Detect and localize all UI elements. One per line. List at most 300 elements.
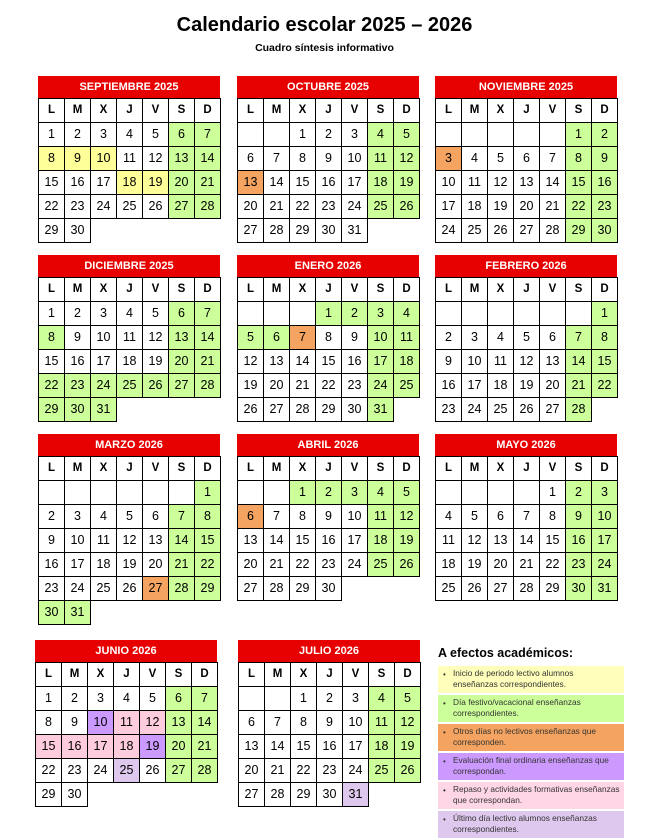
day-cell: 6 xyxy=(513,146,540,171)
weekday-header: L xyxy=(237,98,264,123)
day-cell: 13 xyxy=(238,734,265,759)
month-header: DICIEMBRE 2025 xyxy=(38,255,220,277)
day-cell: 9 xyxy=(61,710,88,735)
day-cell: 6 xyxy=(168,122,195,147)
day-cell: 18 xyxy=(393,349,420,374)
day-cell: 21 xyxy=(264,758,291,783)
weekday-header: L xyxy=(38,98,65,123)
day-cell: 17 xyxy=(591,528,618,553)
weekday-header: M xyxy=(263,277,290,302)
day-cell: 26 xyxy=(394,758,421,783)
day-cell: 16 xyxy=(565,528,592,553)
bullet-icon: • xyxy=(443,786,446,795)
day-cell: 1 xyxy=(194,480,221,505)
weekday-header: S xyxy=(367,277,394,302)
day-cell: 20 xyxy=(237,194,264,219)
day-cell: 3 xyxy=(87,686,114,711)
day-cell: 21 xyxy=(263,552,290,577)
day-cell: 1 xyxy=(565,122,592,147)
day-cell: 14 xyxy=(289,349,316,374)
day-cell: 25 xyxy=(487,397,514,422)
day-cell: 31 xyxy=(342,782,369,807)
day-cell: 21 xyxy=(539,194,566,219)
weekday-header: M xyxy=(263,456,290,481)
day-cell: 24 xyxy=(367,373,394,398)
day-cell: 12 xyxy=(237,349,264,374)
day-cell: 19 xyxy=(116,552,143,577)
day-cell: 18 xyxy=(90,552,117,577)
day-cell: 3 xyxy=(90,301,117,326)
day-cell: 1 xyxy=(289,480,316,505)
day-cell: 2 xyxy=(64,122,91,147)
day-cell: 12 xyxy=(393,504,420,529)
day-cell: 23 xyxy=(315,194,342,219)
day-cell: 8 xyxy=(194,504,221,529)
weekday-header: L xyxy=(237,277,264,302)
empty-cell xyxy=(487,480,514,505)
day-cell: 12 xyxy=(487,170,514,195)
day-cell: 17 xyxy=(90,349,117,374)
day-cell: 13 xyxy=(487,528,514,553)
day-cell: 28 xyxy=(289,397,316,422)
day-cell: 4 xyxy=(113,686,140,711)
day-cell: 3 xyxy=(435,146,462,171)
day-cell: 17 xyxy=(342,734,369,759)
day-cell: 8 xyxy=(565,146,592,171)
weekday-header: L xyxy=(35,662,62,687)
day-cell: 20 xyxy=(168,170,195,195)
weekday-header: D xyxy=(393,456,420,481)
empty-cell xyxy=(435,480,462,505)
day-cell: 22 xyxy=(194,552,221,577)
day-cell: 7 xyxy=(263,504,290,529)
day-cell: 4 xyxy=(368,686,395,711)
weekday-header: J xyxy=(315,277,342,302)
day-cell: 29 xyxy=(290,782,317,807)
day-cell: 3 xyxy=(341,480,368,505)
day-cell: 22 xyxy=(38,373,65,398)
day-cell: 16 xyxy=(341,349,368,374)
day-cell: 9 xyxy=(315,146,342,171)
day-cell: 20 xyxy=(487,552,514,577)
legend-item xyxy=(438,782,624,809)
day-cell: 7 xyxy=(194,301,221,326)
day-cell: 19 xyxy=(513,373,540,398)
day-cell: 19 xyxy=(139,734,166,759)
empty-cell xyxy=(90,480,117,505)
day-cell: 4 xyxy=(90,504,117,529)
day-cell: 24 xyxy=(342,758,369,783)
legend-item-text: Otros días no lectivos enseñanzas que corresponden. xyxy=(453,726,596,747)
day-cell: 10 xyxy=(461,349,488,374)
day-cell: 22 xyxy=(315,373,342,398)
empty-cell xyxy=(263,122,290,147)
day-cell: 14 xyxy=(191,710,218,735)
day-cell: 2 xyxy=(38,504,65,529)
day-cell: 12 xyxy=(393,146,420,171)
day-cell: 31 xyxy=(367,397,394,422)
day-cell: 30 xyxy=(565,576,592,601)
day-cell: 28 xyxy=(513,576,540,601)
day-cell: 13 xyxy=(168,325,195,350)
day-cell: 14 xyxy=(168,528,195,553)
legend-item xyxy=(438,811,624,838)
day-cell: 5 xyxy=(393,122,420,147)
day-cell: 30 xyxy=(38,600,65,625)
weekday-header: D xyxy=(194,456,221,481)
day-cell: 24 xyxy=(87,758,114,783)
day-cell: 2 xyxy=(435,325,462,350)
day-cell: 28 xyxy=(168,576,195,601)
weekday-header: D xyxy=(591,98,618,123)
day-cell: 18 xyxy=(435,552,462,577)
day-cell: 3 xyxy=(64,504,91,529)
day-cell: 9 xyxy=(591,146,618,171)
day-cell: 21 xyxy=(191,734,218,759)
day-cell: 30 xyxy=(64,397,91,422)
day-cell: 27 xyxy=(168,373,195,398)
day-cell: 24 xyxy=(341,552,368,577)
day-cell: 26 xyxy=(139,758,166,783)
day-cell: 4 xyxy=(116,301,143,326)
day-cell: 16 xyxy=(61,734,88,759)
weekday-header: J xyxy=(116,277,143,302)
day-cell: 28 xyxy=(194,194,221,219)
weekday-header: J xyxy=(316,662,343,687)
day-cell: 1 xyxy=(315,301,342,326)
day-cell: 24 xyxy=(591,552,618,577)
day-cell: 5 xyxy=(142,122,169,147)
day-cell: 15 xyxy=(539,528,566,553)
day-cell: 21 xyxy=(289,373,316,398)
weekday-header: L xyxy=(435,277,462,302)
day-cell: 23 xyxy=(38,576,65,601)
day-cell: 2 xyxy=(316,686,343,711)
day-cell: 6 xyxy=(238,710,265,735)
day-cell: 26 xyxy=(487,218,514,243)
day-cell: 23 xyxy=(591,194,618,219)
day-cell: 22 xyxy=(290,758,317,783)
day-cell: 15 xyxy=(35,734,62,759)
day-cell: 23 xyxy=(64,194,91,219)
day-cell: 27 xyxy=(237,218,264,243)
legend-item xyxy=(438,724,624,751)
day-cell: 22 xyxy=(38,194,65,219)
day-cell: 31 xyxy=(90,397,117,422)
day-cell: 25 xyxy=(368,758,395,783)
day-cell: 16 xyxy=(315,170,342,195)
day-cell: 16 xyxy=(38,552,65,577)
day-cell: 2 xyxy=(315,122,342,147)
day-cell: 6 xyxy=(237,146,264,171)
empty-cell xyxy=(168,480,195,505)
day-cell: 9 xyxy=(315,504,342,529)
weekday-header: M xyxy=(461,277,488,302)
legend-item xyxy=(438,695,624,722)
day-cell: 30 xyxy=(64,218,91,243)
day-cell: 2 xyxy=(315,480,342,505)
day-cell: 15 xyxy=(289,528,316,553)
day-cell: 11 xyxy=(367,504,394,529)
day-cell: 25 xyxy=(116,373,143,398)
day-cell: 21 xyxy=(513,552,540,577)
day-cell: 2 xyxy=(591,122,618,147)
day-cell: 5 xyxy=(394,686,421,711)
day-cell: 25 xyxy=(90,576,117,601)
day-cell: 17 xyxy=(90,170,117,195)
legend-item-text: Evaluación final ordinaria enseñanzas que correspondan. xyxy=(453,755,609,776)
bullet-icon: • xyxy=(443,757,446,766)
day-cell: 16 xyxy=(316,734,343,759)
weekday-header: M xyxy=(461,98,488,123)
weekday-header: X xyxy=(90,277,117,302)
day-cell: 27 xyxy=(238,782,265,807)
day-cell: 25 xyxy=(393,373,420,398)
day-cell: 15 xyxy=(38,349,65,374)
weekday-header: S xyxy=(367,456,394,481)
day-cell: 20 xyxy=(165,734,192,759)
day-cell: 9 xyxy=(435,349,462,374)
day-cell: 26 xyxy=(393,552,420,577)
weekday-header: V xyxy=(539,277,566,302)
weekday-header: X xyxy=(290,662,317,687)
empty-cell xyxy=(116,480,143,505)
day-cell: 25 xyxy=(461,218,488,243)
day-cell: 27 xyxy=(168,194,195,219)
day-cell: 22 xyxy=(289,194,316,219)
weekday-header: V xyxy=(342,662,369,687)
weekday-header: X xyxy=(487,98,514,123)
legend xyxy=(438,646,624,840)
day-cell: 11 xyxy=(116,146,143,171)
day-cell: 8 xyxy=(539,504,566,529)
day-cell: 29 xyxy=(289,576,316,601)
weekday-header: D xyxy=(194,277,221,302)
day-cell: 10 xyxy=(341,146,368,171)
day-cell: 24 xyxy=(435,218,462,243)
empty-cell xyxy=(237,122,264,147)
day-cell: 21 xyxy=(565,373,592,398)
weekday-header: S xyxy=(168,277,195,302)
weekday-header: D xyxy=(393,277,420,302)
weekday-header: S xyxy=(565,456,592,481)
weekday-header: V xyxy=(142,456,169,481)
day-cell: 28 xyxy=(263,576,290,601)
empty-cell xyxy=(487,301,514,326)
weekday-header: S xyxy=(168,456,195,481)
day-cell: 5 xyxy=(139,686,166,711)
empty-cell xyxy=(513,122,540,147)
day-cell: 7 xyxy=(191,686,218,711)
empty-cell xyxy=(64,480,91,505)
day-cell: 18 xyxy=(116,170,143,195)
day-cell: 27 xyxy=(142,576,169,601)
day-cell: 27 xyxy=(513,218,540,243)
weekday-header: S xyxy=(165,662,192,687)
weekday-header: V xyxy=(142,277,169,302)
day-cell: 8 xyxy=(290,710,317,735)
page-subtitle: Cuadro síntesis informativo xyxy=(255,42,394,54)
empty-cell xyxy=(237,301,264,326)
day-cell: 28 xyxy=(263,218,290,243)
day-cell: 29 xyxy=(565,218,592,243)
weekday-header: V xyxy=(139,662,166,687)
day-cell: 11 xyxy=(90,528,117,553)
weekday-header: V xyxy=(341,98,368,123)
day-cell: 16 xyxy=(64,349,91,374)
empty-cell xyxy=(513,301,540,326)
weekday-header: J xyxy=(513,277,540,302)
day-cell: 26 xyxy=(513,397,540,422)
weekday-header: S xyxy=(168,98,195,123)
day-cell: 30 xyxy=(591,218,618,243)
day-cell: 8 xyxy=(315,325,342,350)
day-cell: 29 xyxy=(35,782,62,807)
day-cell: 18 xyxy=(368,734,395,759)
day-cell: 2 xyxy=(64,301,91,326)
day-cell: 9 xyxy=(341,325,368,350)
day-cell: 15 xyxy=(565,170,592,195)
weekday-header: X xyxy=(289,277,316,302)
weekday-header: M xyxy=(64,277,91,302)
day-cell: 21 xyxy=(168,552,195,577)
day-cell: 27 xyxy=(487,576,514,601)
weekday-header: M xyxy=(461,456,488,481)
day-cell: 14 xyxy=(513,528,540,553)
day-cell: 20 xyxy=(168,349,195,374)
day-cell: 23 xyxy=(565,552,592,577)
day-cell: 12 xyxy=(394,710,421,735)
day-cell: 2 xyxy=(341,301,368,326)
day-cell: 1 xyxy=(539,480,566,505)
empty-cell xyxy=(565,301,592,326)
day-cell: 18 xyxy=(461,194,488,219)
legend-items xyxy=(438,666,624,838)
day-cell: 3 xyxy=(90,122,117,147)
weekday-header: J xyxy=(315,456,342,481)
day-cell: 20 xyxy=(513,194,540,219)
day-cell: 23 xyxy=(64,373,91,398)
day-cell: 11 xyxy=(487,349,514,374)
day-cell: 26 xyxy=(142,194,169,219)
weekday-header: D xyxy=(591,277,618,302)
weekday-header: L xyxy=(237,456,264,481)
day-cell: 11 xyxy=(368,710,395,735)
day-cell: 18 xyxy=(367,528,394,553)
legend-item xyxy=(438,666,624,693)
empty-cell xyxy=(238,686,265,711)
day-cell: 18 xyxy=(367,170,394,195)
day-cell: 4 xyxy=(393,301,420,326)
day-cell: 19 xyxy=(487,194,514,219)
day-cell: 7 xyxy=(539,146,566,171)
day-cell: 9 xyxy=(38,528,65,553)
day-cell: 31 xyxy=(341,218,368,243)
day-cell: 28 xyxy=(191,758,218,783)
day-cell: 11 xyxy=(461,170,488,195)
empty-cell xyxy=(264,686,291,711)
day-cell: 22 xyxy=(539,552,566,577)
month-header: MARZO 2026 xyxy=(38,434,220,456)
day-cell: 28 xyxy=(539,218,566,243)
day-cell: 9 xyxy=(64,325,91,350)
day-cell: 6 xyxy=(263,325,290,350)
day-cell: 20 xyxy=(263,373,290,398)
weekday-header: X xyxy=(87,662,114,687)
day-cell: 1 xyxy=(38,301,65,326)
day-cell: 13 xyxy=(237,170,264,195)
day-cell: 22 xyxy=(289,552,316,577)
weekday-header: J xyxy=(513,98,540,123)
day-cell: 29 xyxy=(38,218,65,243)
day-cell: 5 xyxy=(461,504,488,529)
day-cell: 9 xyxy=(316,710,343,735)
day-cell: 18 xyxy=(113,734,140,759)
day-cell: 2 xyxy=(565,480,592,505)
day-cell: 5 xyxy=(116,504,143,529)
day-cell: 19 xyxy=(393,170,420,195)
day-cell: 9 xyxy=(64,146,91,171)
day-cell: 12 xyxy=(461,528,488,553)
day-cell: 11 xyxy=(367,146,394,171)
weekday-header: L xyxy=(238,662,265,687)
legend-item-text: Día festivo/vacacional enseñanzas correspondientes. xyxy=(453,697,581,718)
weekday-header: X xyxy=(487,456,514,481)
day-cell: 4 xyxy=(367,480,394,505)
day-cell: 10 xyxy=(435,170,462,195)
day-cell: 17 xyxy=(435,194,462,219)
day-cell: 17 xyxy=(87,734,114,759)
legend-item-text: Último día lectivo alumnos enseñanzas correspondientes. xyxy=(453,813,597,834)
day-cell: 20 xyxy=(237,552,264,577)
day-cell: 14 xyxy=(263,528,290,553)
empty-cell xyxy=(435,122,462,147)
day-cell: 11 xyxy=(393,325,420,350)
day-cell: 10 xyxy=(342,710,369,735)
day-cell: 13 xyxy=(237,528,264,553)
day-cell: 3 xyxy=(591,480,618,505)
day-cell: 15 xyxy=(38,170,65,195)
legend-item-text: Inicio de periodo lectivo alumnos enseñanzas correspondientes. xyxy=(453,668,574,689)
day-cell: 4 xyxy=(461,146,488,171)
day-cell: 11 xyxy=(435,528,462,553)
day-cell: 16 xyxy=(591,170,618,195)
weekday-header: X xyxy=(90,456,117,481)
day-cell: 19 xyxy=(461,552,488,577)
empty-cell xyxy=(461,301,488,326)
day-cell: 7 xyxy=(513,504,540,529)
day-cell: 26 xyxy=(461,576,488,601)
day-cell: 3 xyxy=(341,122,368,147)
day-cell: 25 xyxy=(113,758,140,783)
day-cell: 1 xyxy=(290,686,317,711)
day-cell: 9 xyxy=(565,504,592,529)
day-cell: 14 xyxy=(539,170,566,195)
day-cell: 6 xyxy=(165,686,192,711)
weekday-header: L xyxy=(38,277,65,302)
day-cell: 7 xyxy=(194,122,221,147)
weekday-header: D xyxy=(191,662,218,687)
weekday-header: V xyxy=(539,98,566,123)
weekday-header: S xyxy=(368,662,395,687)
day-cell: 17 xyxy=(461,373,488,398)
bullet-icon: • xyxy=(443,670,446,679)
empty-cell xyxy=(263,480,290,505)
day-cell: 4 xyxy=(116,122,143,147)
day-cell: 6 xyxy=(168,301,195,326)
day-cell: 26 xyxy=(393,194,420,219)
weekday-header: D xyxy=(394,662,421,687)
